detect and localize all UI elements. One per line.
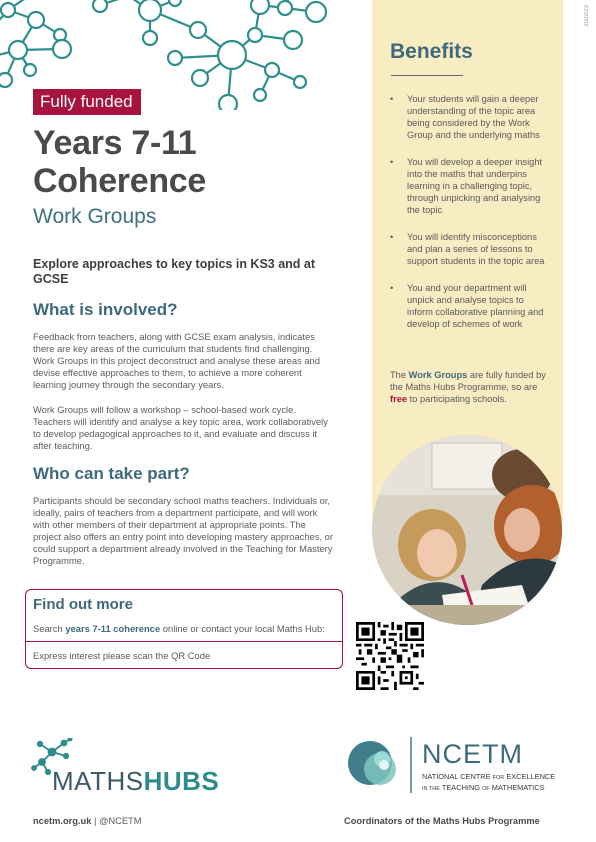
note-text: The [390,370,409,380]
svg-text:IN THE TEACHING OF MATHEMATICS [422,783,545,792]
who-paragraph: Participants should be secondary school maths teachers. Individuals or, ideally, pairs of teachers from a department participate, and will work with other members of their department at appropriate points. The project also offers an entry point into developing mastery approaches, or could support a department already involved in the Teaching for Mastery Programme. [33,495,333,566]
involved-paragraph-2: Work Groups will follow a workshop – school-based work cycle. Teachers will identify and analyse a key topic area, work collaboratively to develop pedagogical approaches to it, and evaluate and discuss it after teaching. [33,404,328,451]
svg-text:NATIONAL CENTRE FOR EXCELLENCE [422,772,555,781]
benefit-item [390,93,550,141]
section-heading-involved: What is involved? [33,300,178,319]
ncetm-tagline: EXCELLENCE [504,772,556,781]
ncetm-tagline: TEACHING [439,783,483,792]
twitter-handle[interactable]: @NCETM [98,816,142,826]
ncetm-logo [346,735,571,797]
benefit-item [390,231,550,267]
benefits-heading: Benefits [390,40,473,63]
bullet-icon: • [390,283,394,293]
year-label: 2022/23 [584,5,590,27]
fully-funded-badge: Fully funded [33,89,141,115]
svg-text:MATHSHUBS [52,766,219,796]
ncetm-wordmark: NCETM [422,739,523,769]
lead-text: Explore approaches to key topics in KS3 and at GCSE [33,257,316,286]
benefit-item [390,282,550,330]
search-text: online or contact your local Maths Hub: [160,623,325,634]
search-text: Search [33,623,66,634]
footer-separator: | [91,816,99,826]
ncetm-tagline: FOR [492,775,505,781]
qr-code[interactable] [356,622,424,690]
title-line-1: Years 7-11 [33,124,197,162]
bullet-icon: • [390,232,394,242]
ncetm-tagline: NATIONAL CENTRE [422,772,493,781]
benefit-item [390,156,550,216]
ncetm-tagline: MATHEMATICS [489,783,545,792]
ncetm-tagline: OF [482,786,490,792]
logo-maths-text: MATHS [52,766,144,796]
bullet-icon: • [390,94,394,104]
benefits-list [390,93,550,345]
section-heading-who: Who can take part? [33,464,190,483]
footer-links [33,816,141,826]
classroom-photo [372,435,562,625]
bullet-icon: • [390,157,394,167]
note-keyword: Work Groups [408,370,468,380]
maths-hubs-logo [30,738,270,798]
involved-paragraph-1: Feedback from teachers, along with GCSE exam analysis, indicates there are key areas of the curriculum that students find challenging. Work Groups in this project deconstruct and analyse these areas and devise effective approaches to them, to achieve a more coherent learning journey through the secondary years. [33,331,320,390]
note-text: are fully funded by the Maths Hubs Programme, so are [390,370,546,392]
note-text: to participating schools. [407,394,507,404]
site-link[interactable]: ncetm.org.uk [33,816,92,826]
benefit-text: Your students will gain a deeper understanding of the topic area being considered by the Work Group and the underlying maths [407,94,540,140]
benefit-text: You will develop a deeper insight into the maths that underpins learning in a challenging topic, through unpicking and analysing the topic [407,157,543,215]
benefits-divider [391,75,463,76]
title-line-2: Coherence [33,162,207,200]
search-instruction [33,623,325,634]
benefit-text: You and your department will unpick and analyse topics to inform collaborative planning and develop of schemes of work [407,283,544,329]
logo-hubs-text: HUBS [143,766,220,796]
footer-coordinators: Coordinators of the Maths Hubs Programme [344,816,540,826]
search-keyword: years 7-11 coherence [65,623,161,634]
funding-note [390,369,550,405]
find-out-more-heading: Find out more [33,596,133,613]
benefit-text: You will identify misconceptions and plan a series of lessons to support students in the topic area [407,232,545,266]
ncetm-tagline: IN THE [422,786,440,792]
express-interest-text: Express interest please scan the QR Code [33,650,211,661]
note-free: free [390,394,408,404]
box-divider [26,641,342,642]
page-title [33,124,353,200]
page-subtitle: Work Groups [33,205,157,228]
